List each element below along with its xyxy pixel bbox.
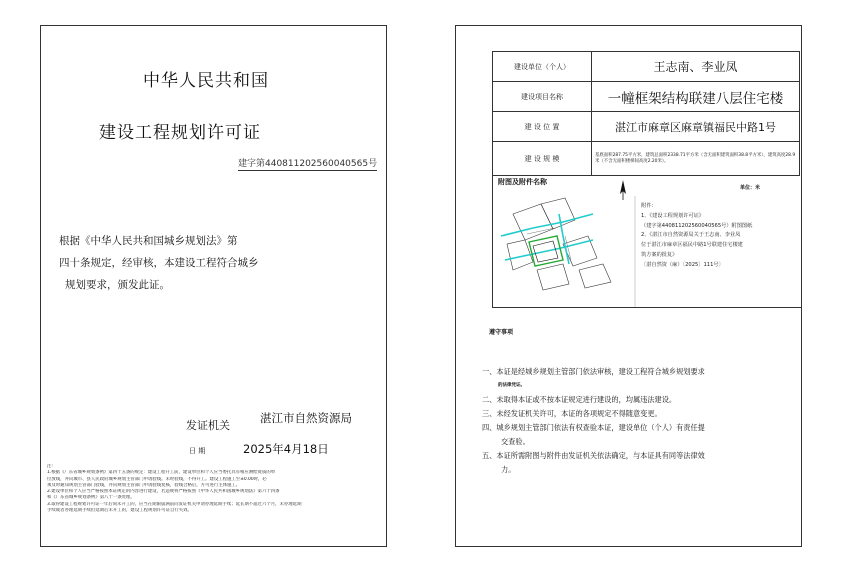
attachment-line: 位于湛江市麻章区福民中路1号联建住宅楼建 [641, 242, 743, 249]
attachment-line: 附件： [641, 203, 657, 209]
notice-line: 四、城乡规划主管部门依法有权查验本证，建设单位（个人）有责任提 [482, 423, 705, 432]
site-plan-box [492, 174, 802, 308]
row-value-builder: 王志南、李业凤 [592, 52, 800, 82]
row-value-project: 一幢框架结构联建八层住宅楼 [592, 82, 800, 112]
notice-line: 力。 [501, 465, 516, 474]
notice-line: 三、未经发证机关许可，本证的各项规定不得随意变更。 [482, 409, 662, 418]
note-line: 须及时通知规划主管部门验线，并向规划主管部门申请验线复核，验线合格后，方可进行主体施工。 [47, 482, 241, 488]
note-line: 2.建设单位和个人应当严格按照本证规定的内容进行建设，若违规将严格按照《中华人民共和国城乡规划法》第六十四条 [47, 489, 280, 495]
body-line: 规划要求，颁发此证。 [65, 279, 170, 291]
map-unit: 单位：米 [740, 185, 761, 191]
notice-line: 交查验。 [501, 437, 530, 446]
note-line: 位放线，并向城市、县人民政府城乡规划主管部门申请验线。未经验线，不得开工。建设工程施工至±0.00时，必 [47, 476, 267, 482]
row-value-scale: 基底面积287.75平方米，建筑总面积2338.71平方米（含无面积建筑面积38.8平方米），建筑高度28.9米（不含无面积楼梯间高度2.20米）。 [592, 142, 800, 176]
attachment-line: 1、《建设工程规划许可证》 [641, 212, 704, 219]
north-arrow-icon [620, 180, 626, 200]
permit-front-page [40, 25, 387, 547]
table-row [493, 142, 800, 176]
attachment-list [641, 202, 799, 271]
row-label-builder: 建设单位（个人） [493, 52, 592, 82]
row-label-location: 建 设 位 置 [493, 112, 592, 142]
country-title: 中华人民共和国 [143, 71, 269, 91]
table-row [493, 112, 800, 142]
note-line: 1.根据《广东省城乡规划条例》第四十五条的规定：建设工程开工前，建设单位和个人应当委托具有相应测绘资质的单 [47, 470, 276, 476]
attachment-line: 2、《湛江市自然资源局关于王志南、李业凤 [641, 232, 741, 239]
notice-list [482, 365, 802, 477]
attachment-line: 〔湛自然资（麻）〔2025〕111号〕 [641, 261, 724, 268]
row-value-location: 湛江市麻章区麻章镇福民中路1号 [592, 112, 800, 142]
note-line: 手续或者办理延期手续但延期后未开工的，建设工程规划许可证自行失效。 [47, 508, 192, 514]
permit-back-page [455, 25, 802, 547]
notice-line: 二、未取得本证或不按本证规定进行建设的，均属违法建设。 [482, 395, 677, 404]
body-line: 四十条规定，经审核，本建设工程符合城乡 [59, 257, 259, 269]
project-info-table [492, 51, 800, 176]
issuer-name: 湛江市自然资源局 [260, 411, 352, 425]
note-line: 和《广东省城乡规划条例》第八十一条处理。 [47, 495, 135, 501]
permit-title: 建设工程规划许可证 [99, 123, 261, 143]
notes-title: 注: [47, 464, 53, 469]
row-label-project: 建设项目名称 [493, 82, 592, 112]
notice-line: 的法律凭证。 [498, 383, 525, 388]
table-row [493, 52, 800, 82]
date-label: 日 期 [189, 447, 206, 455]
attachment-line: 筑方案的批复》 [641, 251, 678, 258]
row-label-scale: 建 设 规 模 [493, 142, 592, 176]
issue-date: 2025年4月18日 [243, 442, 329, 456]
permit-notes [47, 464, 380, 514]
table-row [493, 82, 800, 112]
issuer-label: 发证机关 [186, 419, 230, 432]
notice-line: 一、本证是经城乡规划主管部门依法审核，建设工程符合城乡规划要求 [482, 367, 705, 376]
permit-body-text [59, 230, 319, 296]
body-line: 根据《中华人民共和国城乡规划法》第 [59, 235, 238, 247]
attachment-line: （建字第440811202560040565号）附图图纸 [641, 222, 753, 229]
notice-line: 五、本证所需附图与附件由发证机关依法确定，与本证具有同等法律效 [482, 451, 705, 460]
map-title: 附图及附件名称 [498, 177, 547, 186]
permit-number: 建字第440811202560040565号 [238, 156, 377, 171]
note-line: 3.取得建设工程规划许可证一年后尚未开工的，应当在期限届满前向发证机关申请办理延期手续；延长期不超过六个月，未办理延期 [47, 501, 302, 507]
notice-title: 遵守事项 [489, 329, 514, 336]
